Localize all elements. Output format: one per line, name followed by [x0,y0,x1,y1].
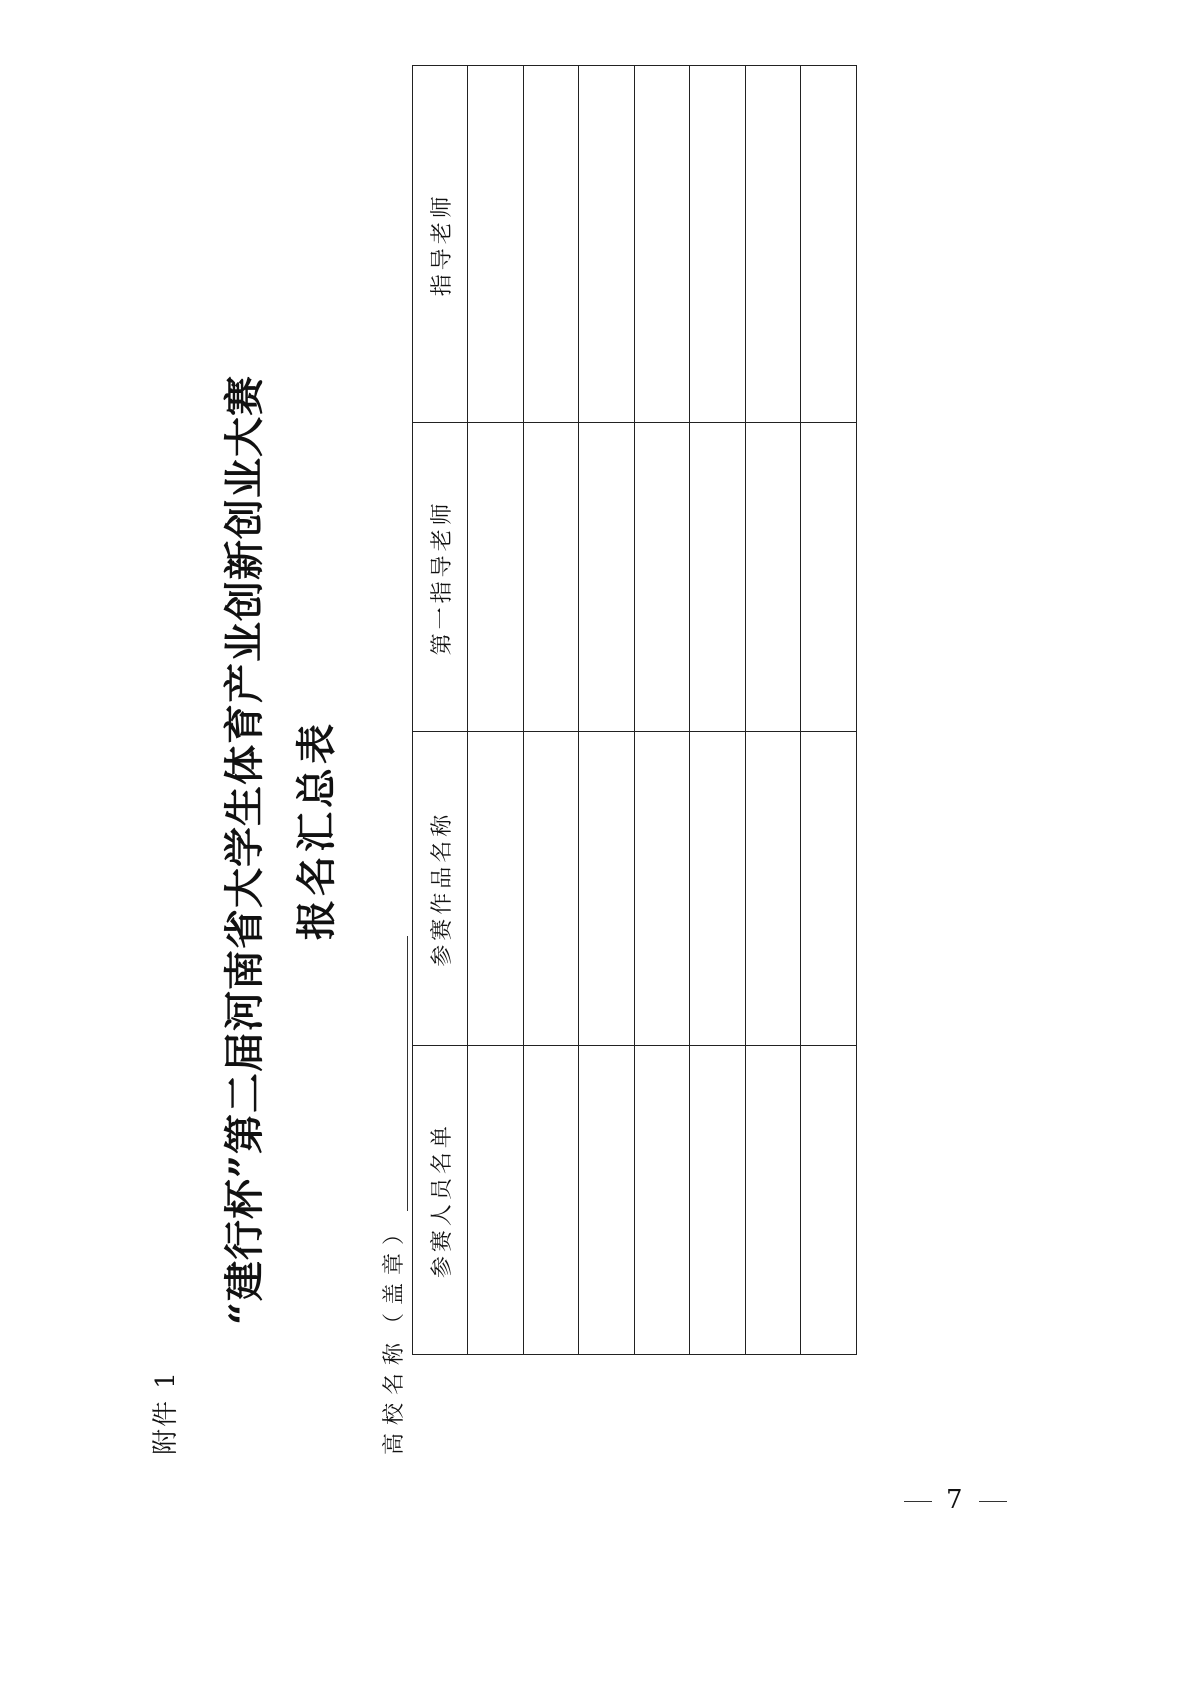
table-cell[interactable] [634,423,690,732]
table-cell[interactable] [579,1046,635,1355]
table-cell[interactable] [634,732,690,1046]
page-number [890,1485,1021,1515]
table-row [634,66,690,1355]
table-row [745,66,801,1355]
table-row [801,66,857,1355]
table-cell[interactable] [468,732,524,1046]
form-title-line-1: “建行杯”第二届河南省大学生体育产业创新创业大赛 [221,374,268,1325]
table-cell[interactable] [634,66,690,423]
header-first-advisor: 第一指导老师 [413,423,468,732]
table-cell[interactable] [801,732,857,1046]
table-cell[interactable] [745,1046,801,1355]
page-number-right-dash [979,1501,1007,1502]
table-row [579,66,635,1355]
table-cell[interactable] [468,66,524,423]
school-name-label: 高校名称（盖章） [382,1214,407,1455]
table-cell[interactable] [690,1046,746,1355]
table-cell[interactable] [690,66,746,423]
table-cell[interactable] [468,1046,524,1355]
form-title-line-2: 报名汇总表 [293,720,340,940]
table-cell[interactable] [745,732,801,1046]
table-cell[interactable] [579,423,635,732]
table-cell[interactable] [579,732,635,1046]
table-header-row [413,66,468,1355]
table-cell[interactable] [801,66,857,423]
rotated-landscape-content [145,155,865,1455]
table-cell[interactable] [523,66,579,423]
table-cell[interactable] [523,732,579,1046]
header-participants: 参赛人员名单 [413,1046,468,1355]
table-cell[interactable] [523,1046,579,1355]
table-cell[interactable] [745,423,801,732]
page-number-value: 7 [946,1485,965,1515]
table-cell[interactable] [634,1046,690,1355]
table-row [468,66,524,1355]
school-name-field [377,936,408,1455]
header-project-name: 参赛作品名称 [413,732,468,1046]
page-number-left-dash [904,1501,932,1502]
table-cell[interactable] [690,732,746,1046]
registration-summary-table [412,65,857,1355]
table-cell[interactable] [468,423,524,732]
table-cell[interactable] [801,423,857,732]
table-cell[interactable] [523,423,579,732]
table-cell[interactable] [690,423,746,732]
table-row [690,66,746,1355]
school-name-blank-line[interactable] [387,936,408,1211]
table-cell[interactable] [801,1046,857,1355]
table-cell[interactable] [579,66,635,423]
annex-label: 附件 1 [151,1370,181,1455]
header-advisor: 指导老师 [413,66,468,423]
table-cell[interactable] [745,66,801,423]
table-row [523,66,579,1355]
